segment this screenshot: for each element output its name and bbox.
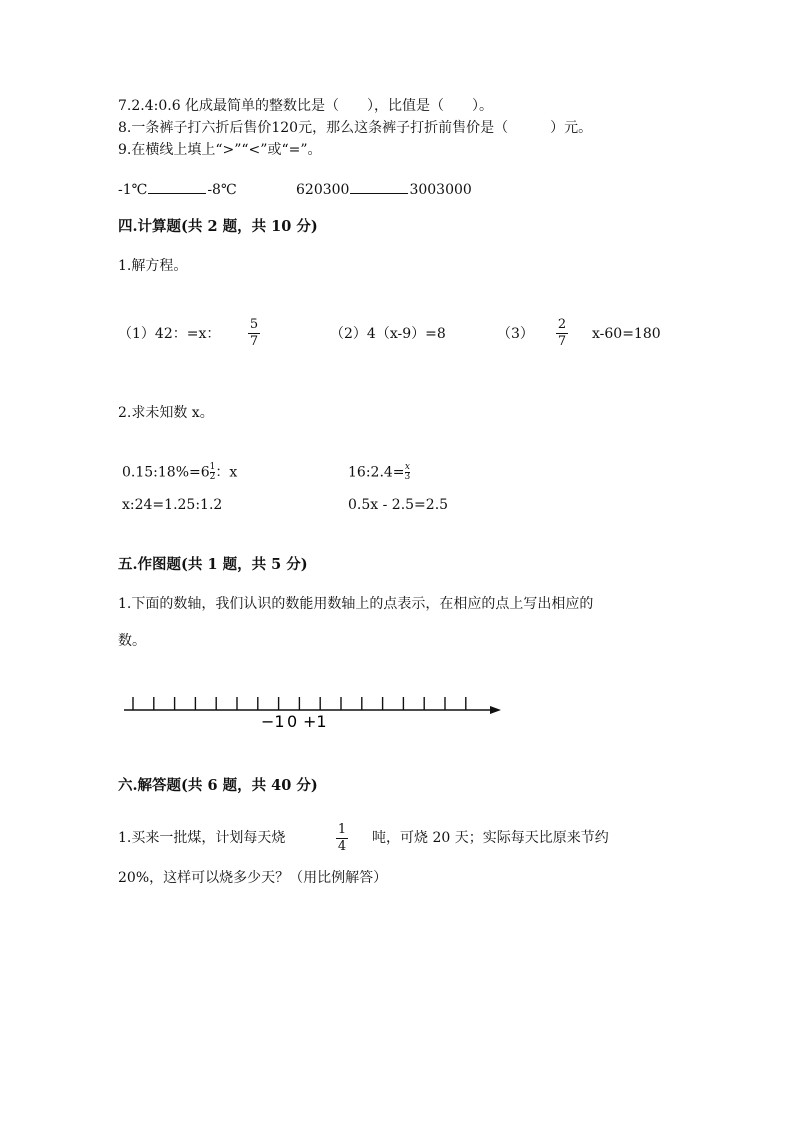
equation-2c: x:24=1.25:1.2	[122, 497, 223, 513]
question-6-1-suffix: 吨，可烧 20 天；实际每天比原来节约	[372, 830, 609, 846]
compare-right: -8℃	[207, 182, 237, 198]
section-heading-6: 六.解答题(共 6 题，共 40 分)	[118, 777, 318, 794]
equation-2a: 0.15:18%=6 $\frac{1}{2}$ ：x	[122, 462, 238, 482]
number-line-arrow	[490, 706, 501, 714]
question-6-1-line2: 20%，这样可以烧多少天？（用比例解答）	[118, 870, 388, 886]
fraction-numerator: 2	[557, 317, 567, 332]
compare-left: 620300	[296, 182, 350, 198]
question-4-1-title: 1.解方程。	[118, 258, 188, 274]
question-6-1-fraction	[336, 823, 348, 854]
section-heading-5: 五.作图题(共 1 题，共 5 分)	[118, 556, 308, 573]
number-line	[118, 690, 508, 735]
equation-3-suffix: x-60=180	[592, 326, 661, 342]
question-4-2-title: 2.求未知数 x。	[118, 405, 214, 421]
question-8: 8.一条裤子打六折后售价120元，那么这条裤子打折前售价是（ ）元。	[118, 120, 593, 136]
equation-3-fraction	[556, 318, 568, 349]
equation-3-prefix: （3）	[497, 326, 534, 342]
question-7: 7.2.4:0.6 化成最简单的整数比是（ ），比值是（ ）。	[118, 98, 494, 114]
fraction-numerator: 1	[337, 822, 347, 837]
compare-pair-2	[296, 179, 472, 199]
compare-right: 3003000	[409, 182, 472, 198]
answer-blank[interactable]	[148, 179, 206, 194]
equation-2b: 16:2.4= $\frac{x}{3}$	[348, 462, 411, 482]
equation-1-prefix: （1）42：=x：	[118, 326, 221, 342]
fraction-numerator: 5	[249, 317, 259, 332]
label-plus-one: +1	[303, 712, 327, 731]
inline-fraction: $\frac{1}{2}$	[209, 462, 216, 482]
answer-blank[interactable]	[350, 179, 408, 194]
fraction-denominator: 7	[557, 334, 567, 349]
equation-2d: 0.5x - 2.5=2.5	[348, 497, 449, 513]
question-9: 9.在横线上填上“>”“<”或“=”。	[118, 142, 322, 158]
question-6-1-prefix: 1.买来一批煤，计划每天烧	[118, 830, 286, 846]
question-5-1-line2: 数。	[118, 633, 146, 649]
section-heading-4: 四.计算题(共 2 题，共 10 分)	[118, 218, 318, 235]
compare-left: -1℃	[118, 182, 148, 198]
label-minus-one: −1	[261, 712, 285, 731]
fraction-denominator: 7	[249, 334, 259, 349]
equation-1-fraction	[248, 318, 260, 349]
inline-fraction: $\frac{x}{3}$	[404, 462, 411, 482]
label-zero: 0	[287, 712, 298, 731]
question-5-1-line1: 1.下面的数轴，我们认识的数能用数轴上的点表示，在相应的点上写出相应的	[118, 596, 594, 612]
fraction-denominator: 4	[337, 839, 347, 854]
compare-pair-1	[118, 179, 237, 199]
equation-2: （2）4（x-9）=8	[330, 326, 446, 342]
